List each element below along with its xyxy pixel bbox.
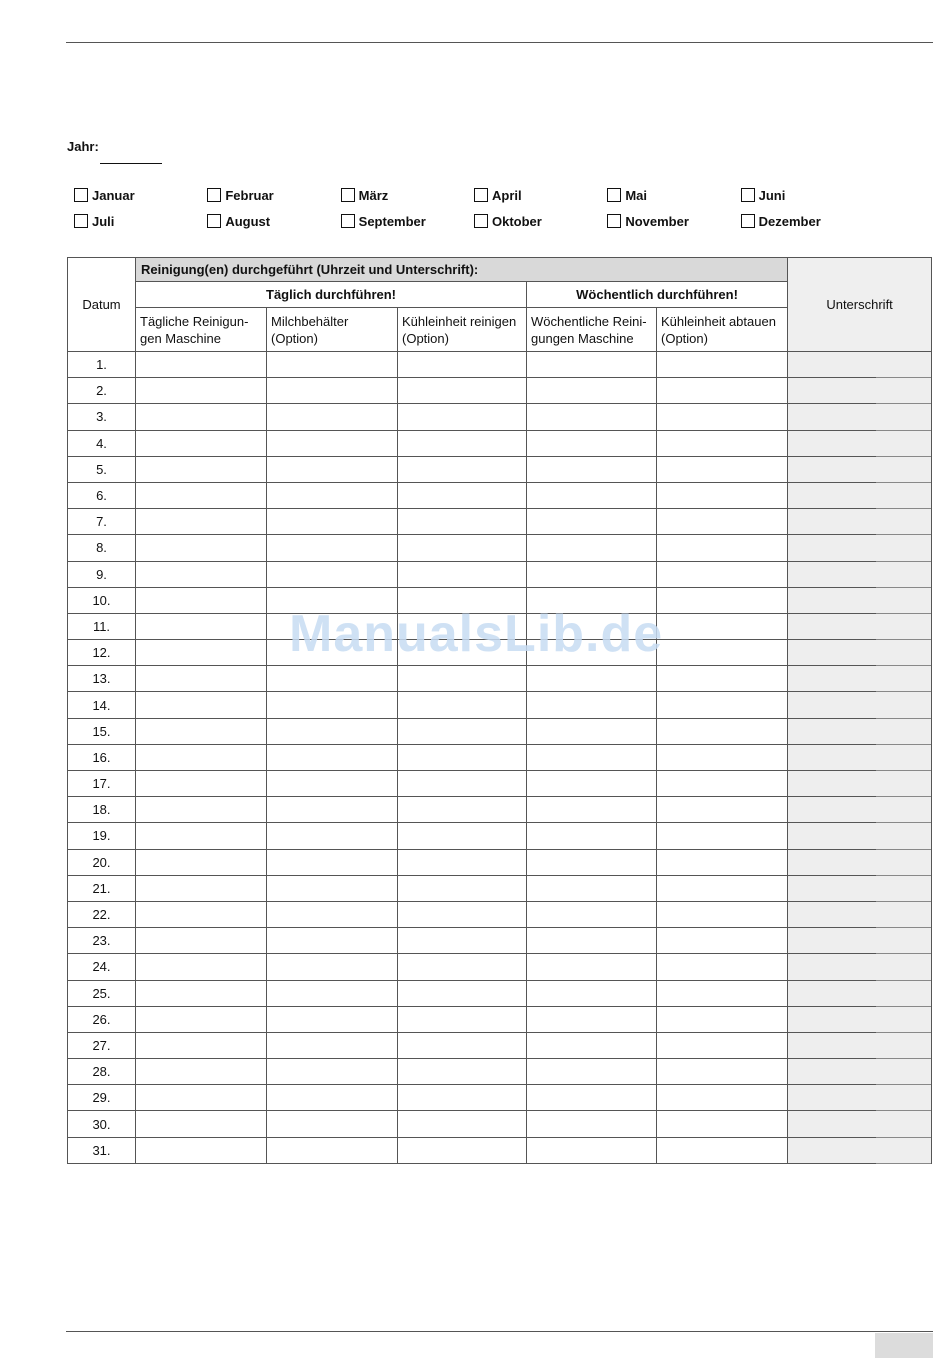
entry-cell[interactable] bbox=[136, 901, 267, 927]
entry-cell[interactable] bbox=[267, 849, 398, 875]
signature-cell[interactable] bbox=[788, 954, 932, 980]
entry-cell[interactable] bbox=[398, 352, 527, 378]
table-row bbox=[68, 744, 932, 770]
table-row bbox=[68, 1137, 932, 1163]
month-label: Dezember bbox=[758, 213, 821, 229]
table-row bbox=[68, 875, 932, 901]
day-number: 29. bbox=[68, 1085, 136, 1111]
entry-cell[interactable] bbox=[267, 1137, 398, 1163]
entry-cell[interactable] bbox=[657, 980, 788, 1006]
month-label: August bbox=[225, 213, 271, 229]
entry-cell[interactable] bbox=[398, 823, 527, 849]
entry-cell[interactable] bbox=[267, 954, 398, 980]
entry-cell[interactable] bbox=[267, 509, 398, 535]
table-row bbox=[68, 456, 932, 482]
checkbox-icon[interactable] bbox=[207, 188, 221, 202]
entry-cell[interactable] bbox=[267, 928, 398, 954]
signature-cell[interactable] bbox=[788, 718, 932, 744]
entry-cell[interactable] bbox=[267, 1006, 398, 1032]
entry-cell[interactable] bbox=[267, 692, 398, 718]
entry-cell[interactable] bbox=[398, 666, 527, 692]
day-number: 30. bbox=[68, 1111, 136, 1137]
month-label: Juli bbox=[92, 213, 115, 229]
entry-cell[interactable] bbox=[657, 718, 788, 744]
day-number: 21. bbox=[68, 875, 136, 901]
entry-cell[interactable] bbox=[657, 613, 788, 639]
entry-cell[interactable] bbox=[657, 1085, 788, 1111]
entry-cell[interactable] bbox=[136, 430, 267, 456]
signature-cell[interactable] bbox=[788, 352, 932, 378]
entry-cell[interactable] bbox=[136, 823, 267, 849]
day-number: 15. bbox=[68, 718, 136, 744]
table-row bbox=[68, 980, 932, 1006]
entry-cell[interactable] bbox=[657, 587, 788, 613]
month-februar[interactable] bbox=[207, 182, 340, 208]
entry-cell[interactable] bbox=[267, 718, 398, 744]
entry-cell[interactable] bbox=[136, 535, 267, 561]
table-row bbox=[68, 718, 932, 744]
month-label: März bbox=[358, 187, 389, 203]
entry-cell[interactable] bbox=[527, 954, 657, 980]
signature-cell[interactable] bbox=[788, 692, 932, 718]
month-label: September bbox=[358, 213, 426, 229]
entry-cell[interactable] bbox=[267, 456, 398, 482]
signature-cell[interactable] bbox=[788, 1032, 932, 1058]
entry-cell[interactable] bbox=[657, 482, 788, 508]
entry-cell[interactable] bbox=[267, 561, 398, 587]
checkbox-icon[interactable] bbox=[741, 188, 755, 202]
column-header-cooling-clean: Kühleinheit reinigen (Option) bbox=[398, 308, 527, 352]
table-row bbox=[68, 404, 932, 430]
month-label: November bbox=[625, 213, 689, 229]
entry-cell[interactable] bbox=[398, 771, 527, 797]
signature-cell[interactable] bbox=[788, 613, 932, 639]
entry-cell[interactable] bbox=[527, 561, 657, 587]
daily-header: Täglich durchführen! bbox=[136, 282, 527, 308]
entry-cell[interactable] bbox=[136, 1085, 267, 1111]
entry-cell[interactable] bbox=[527, 352, 657, 378]
entry-cell[interactable] bbox=[527, 509, 657, 535]
entry-cell[interactable] bbox=[267, 352, 398, 378]
month-januar[interactable] bbox=[74, 182, 207, 208]
signature-cell[interactable] bbox=[788, 901, 932, 927]
year-input-line[interactable] bbox=[100, 163, 162, 164]
month-juni[interactable] bbox=[741, 182, 874, 208]
signature-cell[interactable] bbox=[788, 378, 932, 404]
entry-cell[interactable] bbox=[136, 482, 267, 508]
day-number: 11. bbox=[68, 613, 136, 639]
entry-cell[interactable] bbox=[657, 823, 788, 849]
datum-header: Datum bbox=[68, 258, 136, 352]
cleaning-log-table bbox=[67, 257, 932, 1164]
day-number: 7. bbox=[68, 509, 136, 535]
signature-cell[interactable] bbox=[788, 1059, 932, 1085]
signature-cell[interactable] bbox=[788, 1006, 932, 1032]
checkbox-icon[interactable] bbox=[74, 214, 88, 228]
entry-cell[interactable] bbox=[136, 849, 267, 875]
signature-cell[interactable] bbox=[788, 1085, 932, 1111]
month-row-2 bbox=[74, 208, 874, 234]
entry-cell[interactable] bbox=[398, 535, 527, 561]
weekly-header: Wöchentlich durchführen! bbox=[527, 282, 788, 308]
entry-cell[interactable] bbox=[398, 744, 527, 770]
entry-cell[interactable] bbox=[527, 535, 657, 561]
entry-cell[interactable] bbox=[267, 1111, 398, 1137]
table-row bbox=[68, 797, 932, 823]
entry-cell[interactable] bbox=[398, 561, 527, 587]
day-number: 17. bbox=[68, 771, 136, 797]
signature-cell[interactable] bbox=[788, 875, 932, 901]
entry-cell[interactable] bbox=[657, 640, 788, 666]
entry-cell[interactable] bbox=[398, 1085, 527, 1111]
month-august[interactable] bbox=[207, 208, 340, 234]
checkbox-icon[interactable] bbox=[607, 214, 621, 228]
day-number: 4. bbox=[68, 430, 136, 456]
day-number: 22. bbox=[68, 901, 136, 927]
day-number: 27. bbox=[68, 1032, 136, 1058]
entry-cell[interactable] bbox=[136, 1059, 267, 1085]
entry-cell[interactable] bbox=[657, 404, 788, 430]
entry-cell[interactable] bbox=[657, 1032, 788, 1058]
entry-cell[interactable] bbox=[527, 823, 657, 849]
entry-cell[interactable] bbox=[136, 509, 267, 535]
watermark: ManualsLib.de bbox=[289, 605, 664, 663]
signature-cell[interactable] bbox=[788, 980, 932, 1006]
entry-cell[interactable] bbox=[657, 430, 788, 456]
entry-cell[interactable] bbox=[398, 1111, 527, 1137]
signature-cell[interactable] bbox=[788, 509, 932, 535]
checkbox-icon[interactable] bbox=[207, 214, 221, 228]
entry-cell[interactable] bbox=[267, 378, 398, 404]
entry-cell[interactable] bbox=[527, 378, 657, 404]
table-row bbox=[68, 1085, 932, 1111]
signature-cell[interactable] bbox=[788, 430, 932, 456]
entry-cell[interactable] bbox=[657, 456, 788, 482]
signature-cell[interactable] bbox=[788, 771, 932, 797]
day-number: 19. bbox=[68, 823, 136, 849]
year-label: Jahr: bbox=[67, 139, 99, 154]
entry-cell[interactable] bbox=[267, 797, 398, 823]
checkbox-icon[interactable] bbox=[74, 188, 88, 202]
entry-cell[interactable] bbox=[398, 875, 527, 901]
entry-cell[interactable] bbox=[527, 692, 657, 718]
signature-cell[interactable] bbox=[788, 404, 932, 430]
table-row bbox=[68, 692, 932, 718]
table-row bbox=[68, 928, 932, 954]
signature-cell[interactable] bbox=[788, 849, 932, 875]
entry-cell[interactable] bbox=[136, 1137, 267, 1163]
checkbox-icon[interactable] bbox=[474, 214, 488, 228]
day-number: 14. bbox=[68, 692, 136, 718]
entry-cell[interactable] bbox=[398, 797, 527, 823]
entry-cell[interactable] bbox=[267, 482, 398, 508]
table-row bbox=[68, 901, 932, 927]
entry-cell[interactable] bbox=[267, 980, 398, 1006]
entry-cell[interactable] bbox=[398, 980, 527, 1006]
column-header-weekly-machine: Wöchentliche Reini- gungen Maschine bbox=[527, 308, 657, 352]
entry-cell[interactable] bbox=[657, 797, 788, 823]
column-header-daily-machine: Tägliche Reinigun- gen Maschine bbox=[136, 308, 267, 352]
day-number: 8. bbox=[68, 535, 136, 561]
entry-cell[interactable] bbox=[657, 901, 788, 927]
entry-cell[interactable] bbox=[136, 456, 267, 482]
checkbox-icon[interactable] bbox=[741, 214, 755, 228]
day-number: 5. bbox=[68, 456, 136, 482]
day-number: 3. bbox=[68, 404, 136, 430]
entry-cell[interactable] bbox=[398, 849, 527, 875]
month-label: Februar bbox=[225, 187, 274, 203]
checkbox-icon[interactable] bbox=[474, 188, 488, 202]
day-number: 9. bbox=[68, 561, 136, 587]
entry-cell[interactable] bbox=[398, 1059, 527, 1085]
entry-cell[interactable] bbox=[657, 954, 788, 980]
entry-cell[interactable] bbox=[136, 640, 267, 666]
signature-header: Unterschrift bbox=[788, 258, 932, 352]
month-juli[interactable] bbox=[74, 208, 207, 234]
signature-cell[interactable] bbox=[788, 928, 932, 954]
column-header-cooling-defrost: Kühleinheit abtauen (Option) bbox=[657, 308, 788, 352]
log-body bbox=[68, 352, 932, 1164]
entry-cell[interactable] bbox=[136, 954, 267, 980]
table-row bbox=[68, 509, 932, 535]
table-row bbox=[68, 1006, 932, 1032]
month-label: Mai bbox=[625, 187, 647, 203]
entry-cell[interactable] bbox=[398, 509, 527, 535]
signature-cell[interactable] bbox=[788, 666, 932, 692]
entry-cell[interactable] bbox=[136, 378, 267, 404]
entry-cell[interactable] bbox=[136, 718, 267, 744]
entry-cell[interactable] bbox=[136, 666, 267, 692]
entry-cell[interactable] bbox=[657, 1111, 788, 1137]
entry-cell[interactable] bbox=[398, 430, 527, 456]
table-row bbox=[68, 954, 932, 980]
entry-cell[interactable] bbox=[136, 797, 267, 823]
signature-cell[interactable] bbox=[788, 587, 932, 613]
day-number: 25. bbox=[68, 980, 136, 1006]
entry-cell[interactable] bbox=[136, 692, 267, 718]
entry-cell[interactable] bbox=[267, 430, 398, 456]
day-number: 31. bbox=[68, 1137, 136, 1163]
table-row bbox=[68, 352, 932, 378]
entry-cell[interactable] bbox=[398, 482, 527, 508]
entry-cell[interactable] bbox=[136, 561, 267, 587]
entry-cell[interactable] bbox=[527, 430, 657, 456]
month-label: Oktober bbox=[491, 213, 542, 229]
page-number-tab bbox=[875, 1333, 933, 1358]
day-number: 24. bbox=[68, 954, 136, 980]
month-label: Januar bbox=[92, 187, 135, 203]
checkbox-icon[interactable] bbox=[607, 188, 621, 202]
day-number: 28. bbox=[68, 1059, 136, 1085]
signature-cell[interactable] bbox=[788, 1111, 932, 1137]
day-number: 2. bbox=[68, 378, 136, 404]
entry-cell[interactable] bbox=[398, 1137, 527, 1163]
entry-cell[interactable] bbox=[527, 1032, 657, 1058]
group-header: Reinigung(en) durchgeführt (Uhrzeit und Unterschrift): bbox=[136, 258, 788, 282]
entry-cell[interactable] bbox=[267, 771, 398, 797]
month-label: April bbox=[491, 187, 522, 203]
entry-cell[interactable] bbox=[527, 1006, 657, 1032]
entry-cell[interactable] bbox=[267, 823, 398, 849]
month-row-1 bbox=[74, 182, 874, 208]
entry-cell[interactable] bbox=[657, 535, 788, 561]
entry-cell[interactable] bbox=[398, 901, 527, 927]
table-row bbox=[68, 378, 932, 404]
table-row bbox=[68, 823, 932, 849]
signature-cell[interactable] bbox=[788, 744, 932, 770]
entry-cell[interactable] bbox=[657, 928, 788, 954]
entry-cell[interactable] bbox=[527, 771, 657, 797]
entry-cell[interactable] bbox=[267, 1059, 398, 1085]
entry-cell[interactable] bbox=[527, 666, 657, 692]
month-mai[interactable] bbox=[607, 182, 740, 208]
entry-cell[interactable] bbox=[136, 404, 267, 430]
entry-cell[interactable] bbox=[136, 613, 267, 639]
entry-cell[interactable] bbox=[657, 875, 788, 901]
entry-cell[interactable] bbox=[398, 456, 527, 482]
entry-cell[interactable] bbox=[527, 482, 657, 508]
entry-cell[interactable] bbox=[267, 535, 398, 561]
entry-cell[interactable] bbox=[657, 692, 788, 718]
day-number: 13. bbox=[68, 666, 136, 692]
table-row bbox=[68, 849, 932, 875]
entry-cell[interactable] bbox=[267, 1085, 398, 1111]
entry-cell[interactable] bbox=[527, 928, 657, 954]
entry-cell[interactable] bbox=[136, 875, 267, 901]
entry-cell[interactable] bbox=[136, 1006, 267, 1032]
column-header-milk-container: Milchbehälter (Option) bbox=[267, 308, 398, 352]
signature-cell[interactable] bbox=[788, 482, 932, 508]
signature-cell[interactable] bbox=[788, 640, 932, 666]
entry-cell[interactable] bbox=[527, 1111, 657, 1137]
entry-cell[interactable] bbox=[267, 744, 398, 770]
entry-cell[interactable] bbox=[527, 404, 657, 430]
entry-cell[interactable] bbox=[657, 378, 788, 404]
entry-cell[interactable] bbox=[398, 718, 527, 744]
day-number: 12. bbox=[68, 640, 136, 666]
year-field bbox=[67, 139, 162, 154]
entry-cell[interactable] bbox=[527, 744, 657, 770]
entry-cell[interactable] bbox=[657, 509, 788, 535]
entry-cell[interactable] bbox=[527, 849, 657, 875]
entry-cell[interactable] bbox=[136, 928, 267, 954]
table-row bbox=[68, 561, 932, 587]
entry-cell[interactable] bbox=[136, 1111, 267, 1137]
signature-cell[interactable] bbox=[788, 797, 932, 823]
day-number: 6. bbox=[68, 482, 136, 508]
table-row bbox=[68, 1032, 932, 1058]
entry-cell[interactable] bbox=[398, 954, 527, 980]
day-number: 18. bbox=[68, 797, 136, 823]
month-november[interactable] bbox=[607, 208, 740, 234]
month-label: Juni bbox=[758, 187, 786, 203]
signature-cell[interactable] bbox=[788, 561, 932, 587]
day-number: 16. bbox=[68, 744, 136, 770]
month-september[interactable] bbox=[341, 208, 474, 234]
entry-cell[interactable] bbox=[657, 771, 788, 797]
entry-cell[interactable] bbox=[398, 404, 527, 430]
entry-cell[interactable] bbox=[527, 1137, 657, 1163]
entry-cell[interactable] bbox=[136, 587, 267, 613]
entry-cell[interactable] bbox=[267, 901, 398, 927]
entry-cell[interactable] bbox=[527, 980, 657, 1006]
day-number: 1. bbox=[68, 352, 136, 378]
entry-cell[interactable] bbox=[527, 456, 657, 482]
entry-cell[interactable] bbox=[527, 718, 657, 744]
entry-cell[interactable] bbox=[398, 1032, 527, 1058]
day-number: 26. bbox=[68, 1006, 136, 1032]
table-row bbox=[68, 1059, 932, 1085]
day-number: 23. bbox=[68, 928, 136, 954]
checkbox-icon[interactable] bbox=[341, 214, 355, 228]
signature-cell[interactable] bbox=[788, 823, 932, 849]
entry-cell[interactable] bbox=[136, 771, 267, 797]
table-row bbox=[68, 1111, 932, 1137]
day-number: 10. bbox=[68, 587, 136, 613]
day-number: 20. bbox=[68, 849, 136, 875]
entry-cell[interactable] bbox=[267, 1032, 398, 1058]
table-row bbox=[68, 430, 932, 456]
entry-cell[interactable] bbox=[398, 928, 527, 954]
entry-cell[interactable] bbox=[136, 980, 267, 1006]
entry-cell[interactable] bbox=[657, 352, 788, 378]
entry-cell[interactable] bbox=[136, 1032, 267, 1058]
entry-cell[interactable] bbox=[527, 875, 657, 901]
entry-cell[interactable] bbox=[398, 378, 527, 404]
signature-cell[interactable] bbox=[788, 456, 932, 482]
month-oktober[interactable] bbox=[474, 208, 607, 234]
entry-cell[interactable] bbox=[657, 1059, 788, 1085]
bottom-rule bbox=[66, 1331, 933, 1332]
month-dezember[interactable] bbox=[741, 208, 874, 234]
entry-cell[interactable] bbox=[657, 666, 788, 692]
entry-cell[interactable] bbox=[136, 352, 267, 378]
entry-cell[interactable] bbox=[267, 875, 398, 901]
entry-cell[interactable] bbox=[527, 1059, 657, 1085]
checkbox-icon[interactable] bbox=[341, 188, 355, 202]
top-rule bbox=[66, 42, 933, 43]
entry-cell[interactable] bbox=[657, 1137, 788, 1163]
entry-cell[interactable] bbox=[657, 1006, 788, 1032]
entry-cell[interactable] bbox=[267, 404, 398, 430]
table-row bbox=[68, 666, 932, 692]
month-maerz[interactable] bbox=[341, 182, 474, 208]
signature-cell[interactable] bbox=[788, 1137, 932, 1163]
month-april[interactable] bbox=[474, 182, 607, 208]
signature-cell[interactable] bbox=[788, 535, 932, 561]
entry-cell[interactable] bbox=[527, 901, 657, 927]
entry-cell[interactable] bbox=[398, 1006, 527, 1032]
month-selector bbox=[74, 182, 874, 234]
entry-cell[interactable] bbox=[657, 561, 788, 587]
entry-cell[interactable] bbox=[527, 797, 657, 823]
entry-cell[interactable] bbox=[657, 849, 788, 875]
table-row bbox=[68, 482, 932, 508]
entry-cell[interactable] bbox=[657, 744, 788, 770]
entry-cell[interactable] bbox=[136, 744, 267, 770]
entry-cell[interactable] bbox=[267, 666, 398, 692]
entry-cell[interactable] bbox=[527, 1085, 657, 1111]
entry-cell[interactable] bbox=[398, 692, 527, 718]
table-row bbox=[68, 535, 932, 561]
table-row bbox=[68, 771, 932, 797]
